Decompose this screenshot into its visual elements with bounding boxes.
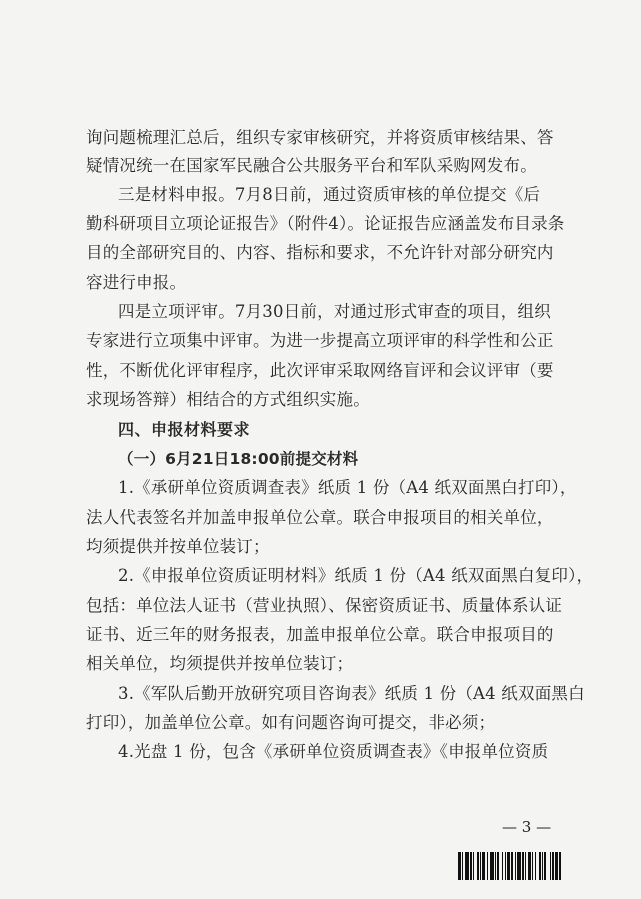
body-line: 均须提供并按单位装订； — [86, 537, 270, 556]
body-line: 相关单位，均须提供并按单位装订； — [86, 654, 354, 673]
body-line: 目的全部研究目的、内容、指标和要求，不允许针对部分研究内 — [86, 243, 554, 262]
body-line: 打印），加盖单位公章。如有问题咨询可提交，非必须； — [86, 713, 496, 732]
body-line: 法人代表签名并加盖申报单位公章。联合申报项目的相关单位， — [86, 508, 554, 527]
body-line: 包括：单位法人证书（营业执照）、保密资质证书、质量体系认证 — [86, 596, 563, 615]
list-item-first-line: 3.《军队后勤开放研究项目咨询表》纸质 1 份（A4 纸双面黑白 — [118, 684, 585, 703]
section-heading: 四、申报材料要求 — [118, 420, 251, 439]
barcode-bar — [561, 852, 562, 880]
body-line: 证书、近三年的财务报表，加盖申报单位公章。联合申报项目的 — [86, 625, 554, 644]
paragraph-first-line: 四是立项评审。7月30日前，对通过形式审查的项目，组织 — [118, 302, 551, 321]
body-line: 性，不断优化评审程序，此次评审采取网络盲评和会议评审（要 — [86, 361, 554, 380]
body-line: 专家进行立项集中评审。为进一步提高立项评审的科学性和公正 — [86, 331, 554, 350]
body-line: 求现场答辩）相结合的方式组织实施。 — [86, 390, 370, 409]
body-line: 疑情况统一在国家军民融合公共服务平台和军队采购网发布。 — [86, 156, 537, 175]
page-number: — 3 — — [502, 818, 552, 836]
subsection-heading: （一）6月21日18:00前提交材料 — [118, 450, 359, 468]
body-line: 询问题梳理汇总后，组织专家审核研究，并将资质审核结果、答 — [86, 128, 554, 147]
barcode-graphic — [458, 852, 618, 880]
list-item-first-line: 1.《承研单位资质调查表》纸质 1 份（A4 纸双面黑白打印）， — [118, 478, 577, 497]
paragraph-first-line: 三是材料申报。7月8日前，通过资质审核的单位提交《后 — [118, 185, 541, 204]
list-item-first-line: 4.光盘 1 份，包含《承研单位资质调查表》《申报单位资质 — [118, 742, 549, 761]
body-line: 勤科研项目立项论证报告》（附件4）。论证报告应涵盖发布目录条 — [86, 214, 565, 233]
body-line: 容进行申报。 — [86, 273, 187, 292]
list-item-first-line: 2.《申报单位资质证明材料》纸质 1 份（A4 纸双面黑白复印）， — [118, 566, 594, 585]
